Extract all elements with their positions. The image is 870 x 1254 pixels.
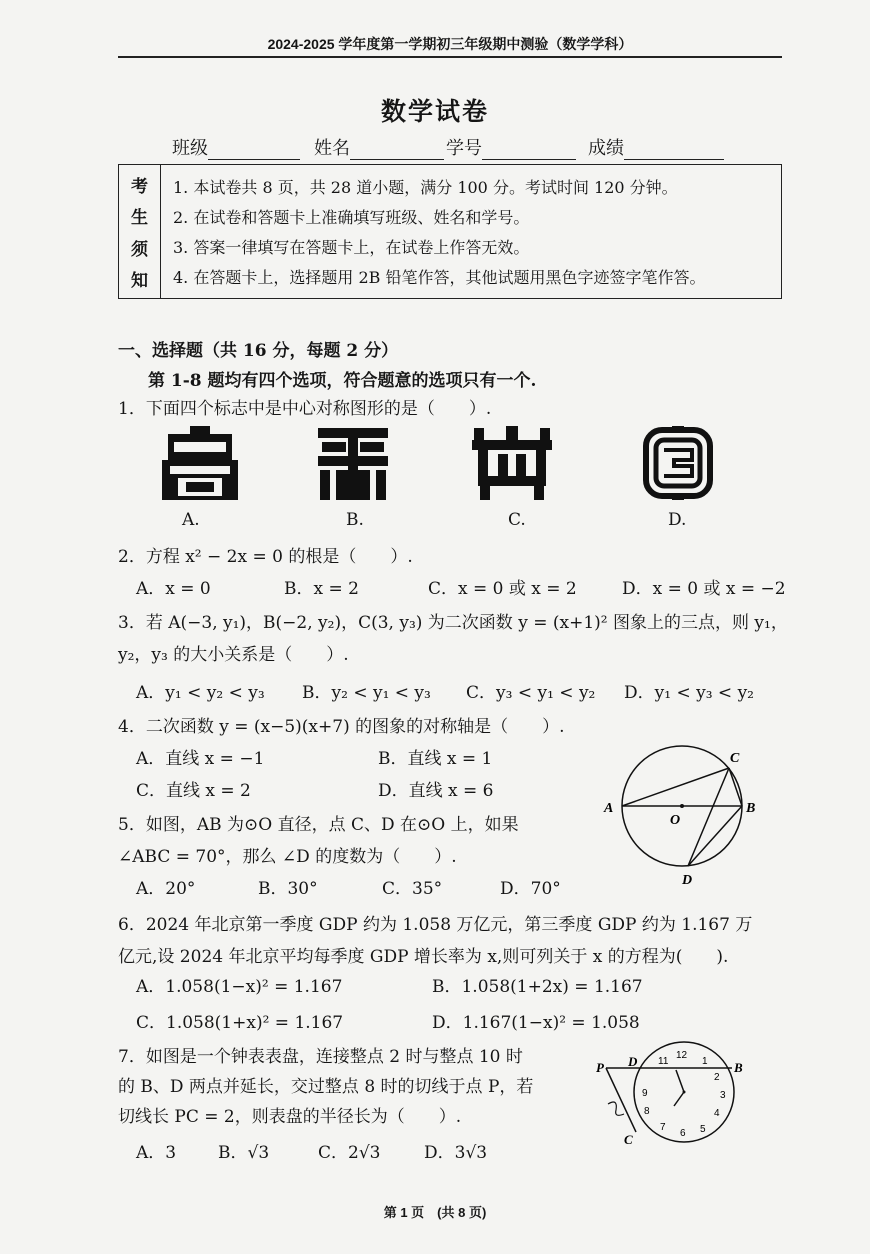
option-d: D．x = 0 或 x = −2 [622, 579, 786, 599]
score-label: 成绩 [588, 138, 624, 159]
clock-number: 1 [702, 1056, 708, 1067]
option-b: B．30° [258, 879, 318, 899]
label-d: D [628, 1054, 638, 1069]
section-intro: 第 1-8 题均有四个选项，符合题意的选项只有一个. [148, 371, 537, 391]
option-a: A．1.058(1−x)² = 1.167 [136, 977, 343, 997]
label-a: A [604, 801, 614, 816]
notice-item: 4. 在答题卡上，选择题用 2B 铅笔作答，其他试题用黑色字迹签字笔作答。 [173, 268, 706, 287]
option-a: A．20° [136, 879, 196, 899]
notice-item: 1. 本试卷共 8 页，共 28 道小题，满分 100 分。考试时间 120 分钟。 [173, 178, 678, 197]
score-field[interactable] [588, 134, 724, 160]
clock-number: 7 [660, 1122, 666, 1133]
option-b: B．y₂ < y₁ < y₃ [302, 683, 431, 703]
option-a: A．x = 0 [136, 579, 211, 599]
clock-number: 6 [680, 1128, 686, 1139]
clock-figure [596, 1040, 756, 1148]
option-a: A．y₁ < y₂ < y₃ [136, 683, 265, 703]
clock-number: 12 [676, 1050, 688, 1061]
question-7-line-1: 7．如图是一个钟表表盘，连接整点 2 时与整点 10 时 [118, 1047, 523, 1067]
notice-label-char: 考 [131, 177, 148, 198]
clock-number: 3 [720, 1090, 726, 1101]
question-3-line-2: y₂，y₃ 的大小关系是（ ）. [118, 645, 349, 665]
clock-number: 8 [644, 1106, 650, 1117]
option-b: B．x = 2 [284, 579, 359, 599]
label-b: B [734, 1060, 743, 1075]
notice-item: 3. 答案一律填写在答题卡上，在试卷上作答无效。 [173, 238, 530, 257]
question-4-text: 4．二次函数 y = (x−5)(x+7) 的图象的对称轴是（ ）. [118, 717, 565, 737]
question-1-text: 1．下面四个标志中是中心对称图形的是（ ）. [118, 399, 492, 419]
question-6-line-2: 亿元,设 2024 年北京平均每季度 GDP 增长率为 x,则可列关于 x 的方程为( ). [118, 947, 729, 967]
question-7-line-3: 切线长 PC = 2，则表盘的半径长为（ ）. [118, 1107, 462, 1127]
option-d: D．y₁ < y₃ < y₂ [624, 683, 754, 703]
option-label: D. [668, 510, 687, 530]
class-blank[interactable] [208, 141, 300, 160]
option-c: C．1.058(1+x)² = 1.167 [136, 1013, 344, 1033]
logo-b-icon [316, 424, 390, 502]
question-5-line-1: 5．如图，AB 为⊙O 直径，点 C、D 在⊙O 上，如果 [118, 815, 519, 835]
student-id-field[interactable] [446, 134, 576, 160]
option-a: A．直线 x = −1 [136, 749, 265, 769]
option-d: D．3√3 [424, 1143, 488, 1163]
clock-number: 9 [642, 1088, 648, 1099]
clock-number: 2 [714, 1072, 720, 1083]
label-c: C [730, 751, 740, 766]
option-c: C．x = 0 或 x = 2 [428, 579, 577, 599]
question-6-line-1: 6．2024 年北京第一季度 GDP 约为 1.058 万亿元，第三季度 GDP 约为 1.167 万 [118, 915, 753, 935]
clock-number: 5 [700, 1124, 706, 1135]
question-7-line-2: 的 B、D 两点并延长，交过整点 8 时的切线于点 P，若 [118, 1077, 534, 1097]
page-footer: 第 1 页 (共 8 页) [383, 1205, 487, 1220]
name-field[interactable] [314, 134, 444, 160]
option-b: B．√3 [218, 1143, 270, 1163]
notice-label-char: 生 [131, 208, 148, 229]
option-a: A．3 [136, 1143, 177, 1163]
student-id-blank[interactable] [482, 141, 576, 160]
logo-a-icon [160, 424, 240, 502]
page-header: 2024-2025 学年度第一学期初三年级期中测验（数学学科） [267, 36, 633, 52]
label-o: O [670, 813, 681, 828]
label-b: B [746, 801, 756, 816]
option-label: C. [508, 510, 526, 530]
label-d: D [682, 873, 693, 888]
option-label: A. [182, 510, 200, 530]
option-d: D．1.167(1−x)² = 1.058 [432, 1013, 640, 1033]
question-5-line-2: ∠ABC = 70°，那么 ∠D 的度数为（ ）. [118, 847, 457, 867]
logo-d-icon [638, 424, 718, 502]
label-p: P [596, 1060, 604, 1075]
name-blank[interactable] [350, 141, 444, 160]
question-2-text: 2．方程 x² − 2x = 0 的根是（ ）. [118, 547, 413, 567]
option-label: B. [346, 510, 364, 530]
class-field[interactable] [172, 134, 300, 160]
class-label: 班级 [172, 138, 208, 159]
option-b: B．直线 x = 1 [378, 749, 493, 769]
circle-figure [596, 744, 772, 890]
logo-c-icon [470, 424, 554, 502]
question-3-line-1: 3．若 A(−3, y₁)，B(−2, y₂)，C(3, y₃) 为二次函数 y = (x+1)² 图象上的三点，则 y₁， [118, 613, 788, 633]
student-id-label: 学号 [446, 138, 482, 159]
notice-label-char: 须 [131, 239, 148, 260]
option-d: D．直线 x = 6 [378, 781, 494, 801]
notice-box [118, 164, 782, 299]
option-c: C．2√3 [318, 1143, 381, 1163]
notice-label-char: 知 [131, 270, 148, 291]
option-c: C．直线 x = 2 [136, 781, 251, 801]
notice-item: 2. 在试卷和答题卡上准确填写班级、姓名和学号。 [173, 208, 530, 227]
name-label: 姓名 [314, 138, 350, 159]
option-c: C．y₃ < y₁ < y₂ [466, 683, 596, 703]
label-c: C [624, 1132, 633, 1147]
header-divider [118, 56, 782, 58]
notice-label [119, 165, 161, 298]
option-b: B．1.058(1+2x) = 1.167 [432, 977, 643, 997]
section-title: 一、选择题（共 16 分，每题 2 分） [118, 341, 399, 361]
page-title: 数学试卷 [380, 97, 489, 126]
option-d: D．70° [500, 879, 561, 899]
clock-number: 11 [658, 1056, 669, 1067]
clock-number: 4 [714, 1108, 720, 1119]
score-blank[interactable] [624, 141, 724, 160]
option-c: C．35° [382, 879, 443, 899]
